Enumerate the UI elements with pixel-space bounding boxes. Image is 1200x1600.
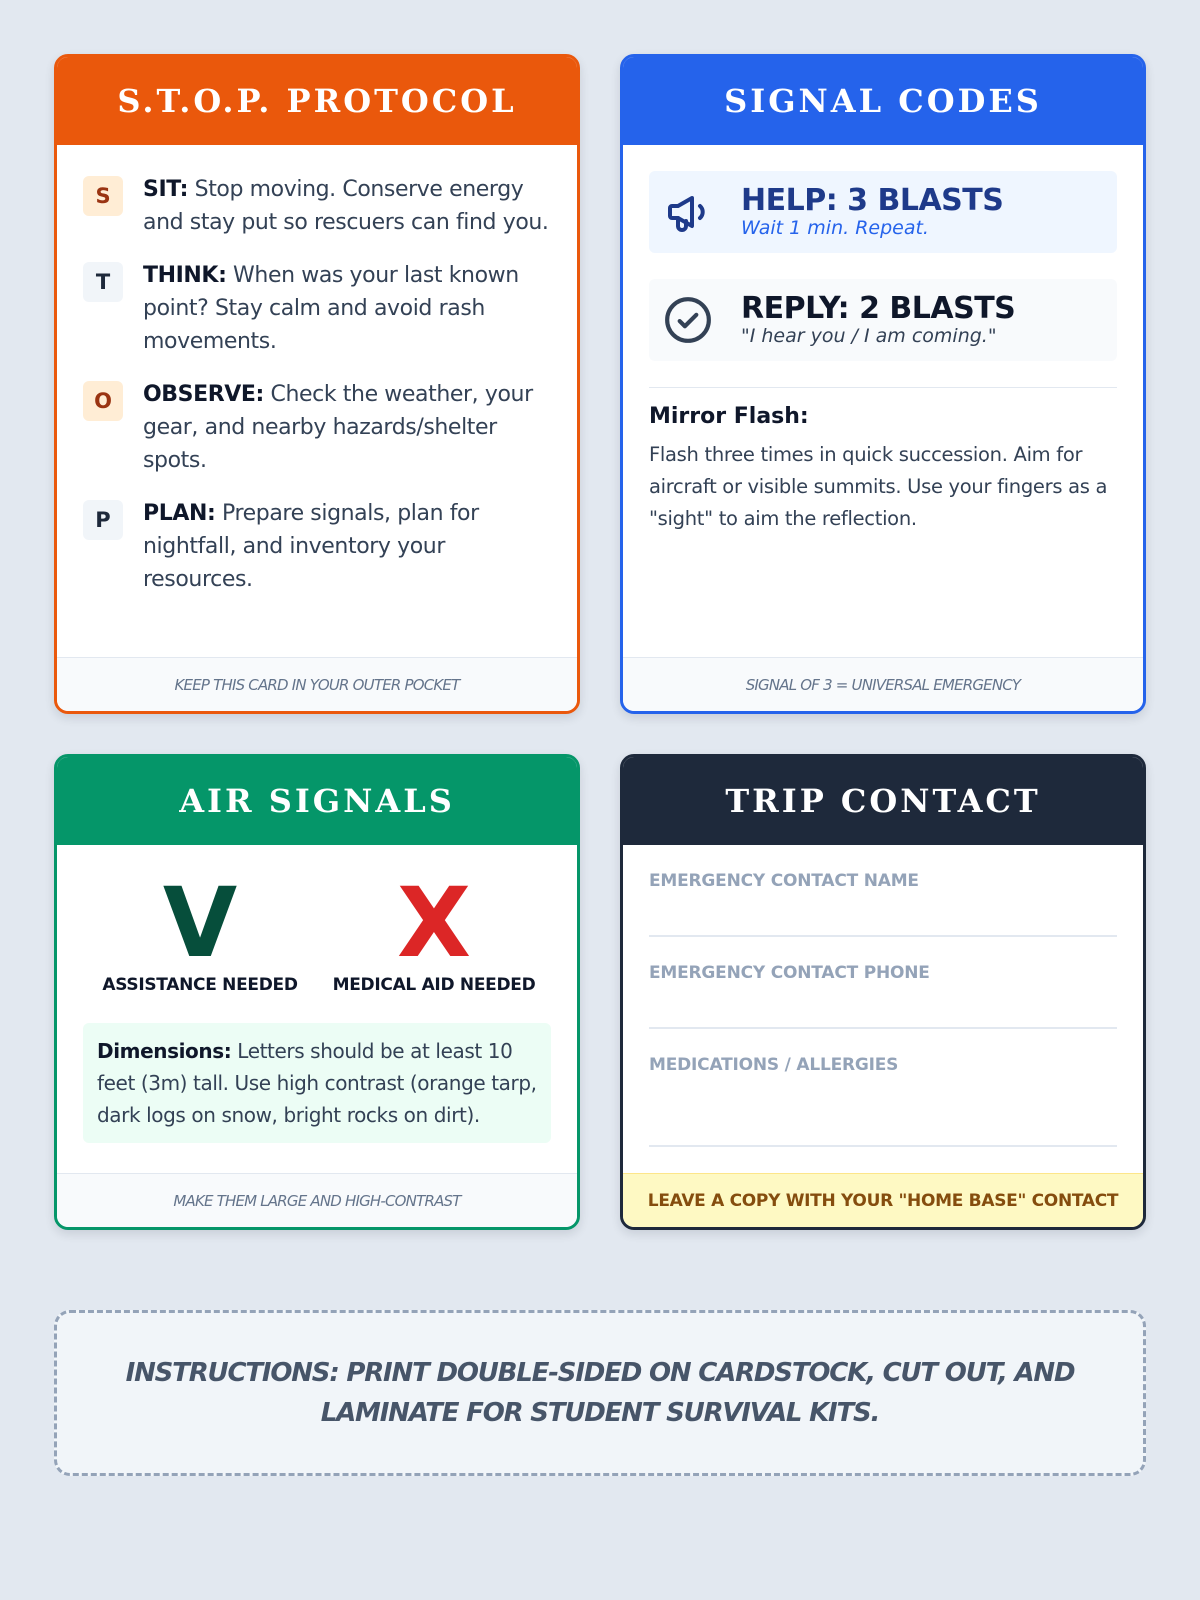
reply-signal-sub: "I hear you / I am coming.": [741, 325, 997, 347]
stop-item-description: Check the weather, your gear, and nearby hazards/shelter spots.: [143, 382, 533, 473]
stop-item-text: [143, 497, 551, 596]
stop-letter-badge: S: [83, 176, 123, 216]
print-instructions-text: INSTRUCTIONS: PRINT DOUBLE-SIDED ON CARDSTOCK, CUT OUT, AND LAMINATE FOR STUDENT SURVIVAL KITS.: [125, 1358, 1075, 1428]
stop-protocol-card: [54, 54, 580, 714]
air-note-term: Dimensions:: [97, 1039, 232, 1063]
stop-letter-badge: P: [83, 500, 123, 540]
air-symbol-x: [332, 867, 536, 1023]
stop-item-term: SIT:: [143, 177, 189, 202]
contact-card-footer: LEAVE A COPY WITH YOUR "HOME BASE" CONTACT: [623, 1173, 1143, 1227]
stop-letter-badge: O: [83, 381, 123, 421]
stop-letter-badge: T: [83, 262, 123, 302]
signal-card-body: [623, 145, 1143, 657]
contact-name-field[interactable]: [649, 845, 1117, 937]
help-signal-text: [741, 185, 1003, 239]
air-symbol-letter: X: [396, 867, 471, 979]
air-note-text: Letters should be at least 10 feet (3m) tall. Use high contrast (orange tarp, dark logs on snow, bright rocks on dirt).: [97, 1039, 537, 1127]
stop-list: [83, 145, 551, 596]
signal-divider: [649, 387, 1117, 388]
contact-phone-field[interactable]: [649, 937, 1117, 1029]
signal-codes-card: [620, 54, 1146, 714]
air-symbols: [83, 845, 551, 1023]
air-card-title: AIR SIGNALS: [57, 757, 577, 845]
stop-item-plan: [83, 497, 551, 596]
stop-item-term: THINK:: [143, 263, 227, 288]
air-symbol-label: ASSISTANCE NEEDED: [102, 975, 298, 995]
air-signals-card: [54, 754, 580, 1230]
signal-card-footer: SIGNAL OF 3 = UNIVERSAL EMERGENCY: [623, 657, 1143, 711]
stop-item-text: [143, 259, 551, 358]
contact-card-title: TRIP CONTACT: [623, 757, 1143, 845]
signal-card-title: SIGNAL CODES: [623, 57, 1143, 145]
air-dimensions-note: [83, 1023, 551, 1143]
stop-item-description: Prepare signals, plan for nightfall, and inventory your resources.: [143, 501, 479, 592]
contact-field-label: MEDICATIONS / ALLERGIES: [649, 1055, 899, 1075]
help-signal-sub: Wait 1 min. Repeat.: [741, 217, 929, 239]
stop-item-text: [143, 173, 551, 239]
stop-item-description: Stop moving. Conserve energy and stay put so rescuers can find you.: [143, 177, 549, 235]
stop-item-term: OBSERVE:: [143, 382, 264, 407]
stop-item-sit: [83, 173, 551, 239]
air-symbol-letter: V: [162, 867, 238, 979]
air-symbol-label: MEDICAL AID NEEDED: [332, 975, 536, 995]
mirror-flash-text: Flash three times in quick succession. Aim for aircraft or visible summits. Use your fingers as a "sight" to aim the reflection.: [649, 443, 1108, 530]
print-instructions-box: [54, 1310, 1146, 1476]
trip-contact-card: [620, 754, 1146, 1230]
stop-item-text: [143, 378, 551, 477]
contact-field-label: EMERGENCY CONTACT PHONE: [649, 963, 930, 983]
stop-item-think: [83, 259, 551, 358]
help-signal-title: HELP: 3 BLASTS: [741, 183, 1004, 218]
mirror-flash-title: Mirror Flash:: [649, 404, 809, 429]
reply-signal-title: REPLY: 2 BLASTS: [741, 291, 1016, 326]
stop-item-term: PLAN:: [143, 501, 216, 526]
megaphone-icon: [663, 187, 713, 237]
reply-signal-text: [741, 293, 1015, 347]
check-circle-icon: [663, 295, 713, 345]
stop-card-footer: KEEP THIS CARD IN YOUR OUTER POCKET: [57, 657, 577, 711]
contact-card-body: [623, 845, 1143, 1173]
stop-card-body: [57, 145, 577, 657]
air-card-body: [57, 845, 577, 1173]
stop-item-observe: [83, 378, 551, 477]
air-symbol-v: [100, 867, 300, 1023]
stop-card-title: S.T.O.P. PROTOCOL: [57, 57, 577, 145]
air-card-footer: MAKE THEM LARGE AND HIGH-CONTRAST: [57, 1173, 577, 1227]
card-grid: [54, 54, 1146, 1230]
medications-field[interactable]: [649, 1029, 1117, 1147]
stop-item-description: When was your last known point? Stay calm and avoid rash movements.: [143, 263, 519, 354]
help-signal-box: [649, 171, 1117, 253]
contact-field-label: EMERGENCY CONTACT NAME: [649, 871, 919, 891]
reply-signal-box: [649, 279, 1117, 361]
